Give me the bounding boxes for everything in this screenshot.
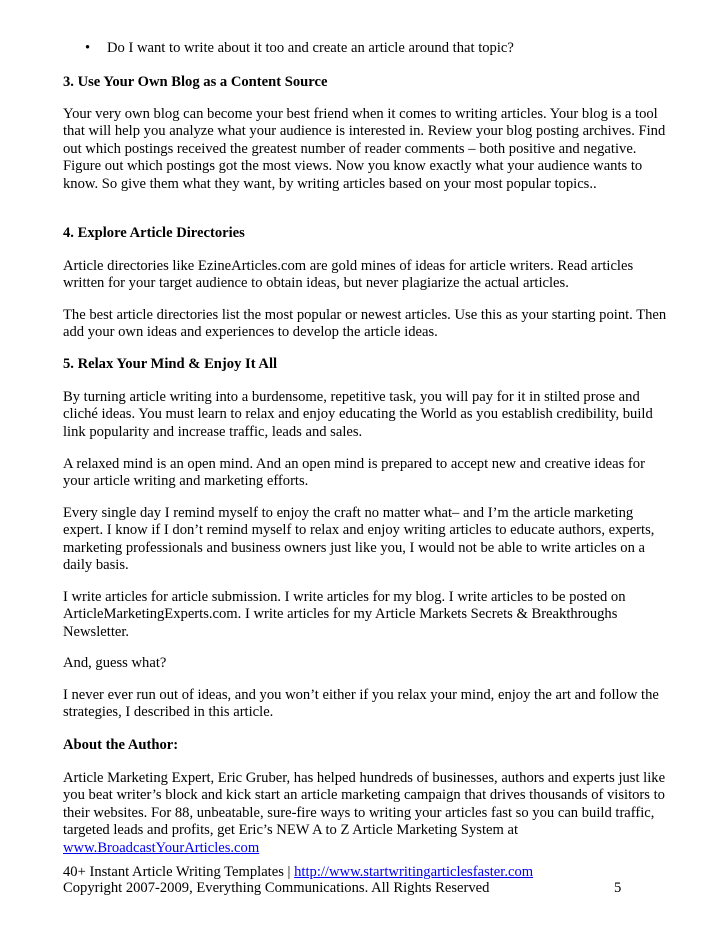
text-line: out which postings received the greatest number of reader comments – both positive and negative.: [63, 140, 637, 157]
text-line: you beat writer’s block and kick start an article marketing campaign that drives thousands of visitors to: [63, 787, 665, 804]
section-4-paragraph-2: [63, 307, 667, 342]
section-4-paragraph-1: [63, 258, 663, 293]
about-author-heading: About the Author:: [63, 737, 179, 753]
text-line: Newsletter.: [63, 623, 130, 640]
text-line: Figure out which postings got the most views. Now you know exactly what your audience wants to: [63, 158, 643, 175]
text-line: ArticleMarketingExperts.com. I write articles for my Article Markets Secrets & Breakthroughs: [63, 606, 618, 623]
text-line: Article directories like EzineArticles.com are gold mines of ideas for article writers. Read articles: [63, 258, 634, 274]
section-5-heading: 5. Relax Your Mind & Enjoy It All: [63, 356, 278, 372]
text-line: And, guess what?: [63, 655, 167, 671]
text-line: add your own ideas and experiences to develop the article ideas.: [63, 324, 438, 341]
text-line: their websites. For 88, unbeatable, sure-fire ways to writing your articles fast so you can build traffic,: [63, 804, 655, 821]
text-line: I write articles for article submission. I write articles for my blog. I write articles to be posted on: [63, 589, 626, 605]
text-line: A relaxed mind is an open mind. And an open mind is prepared to accept new and creative ideas for: [63, 456, 645, 472]
text-line: targeted leads and profits, get Eric’s NEW A to Z Article Marketing System at: [63, 822, 519, 839]
bullet-icon: •: [85, 40, 91, 56]
text-line: your article writing and marketing efforts.: [63, 473, 309, 490]
text-line: Your very own blog can become your best friend when it comes to writing articles. Your blog is a tool: [63, 106, 658, 122]
section-5-paragraph-1: [63, 389, 663, 441]
footer-copyright: Copyright 2007-2009, Everything Communications. All Rights Reserved: [63, 880, 490, 896]
footer-title-line: [63, 864, 533, 881]
section-5-paragraph-3: [63, 505, 663, 575]
section-5-paragraph-6: [63, 687, 663, 722]
bullet-text: Do I want to write about it too and create an article around that topic?: [107, 40, 514, 56]
bullet-item: [85, 40, 514, 57]
section-4-heading: 4. Explore Article Directories: [63, 225, 245, 241]
section-5-paragraph-5: [63, 655, 663, 672]
text-line: know. So give them what they want, by writing articles based on your most popular topics..: [63, 175, 597, 192]
text-line: marketing professionals and business owners just like you, I would not be able to write articles on a: [63, 539, 646, 556]
text-line: Every single day I remind myself to enjoy the craft no matter what– and I’m the article marketing: [63, 505, 634, 521]
text-line: expert. I know if I don’t remind myself to relax and enjoy writing articles to educate authors, experts,: [63, 522, 655, 539]
footer-url-link[interactable]: http://www.startwritingarticlesfaster.com: [294, 864, 534, 880]
about-author-paragraph: [63, 770, 666, 857]
text-line: cliché ideas. You must learn to relax and enjoy educating the World as you establish credibility, build: [63, 406, 653, 423]
text-line: that will help you analyze what your audience is interested in. Review your blog posting archives. Find: [63, 123, 666, 140]
page-number: 5: [614, 880, 622, 896]
text-line: I never ever run out of ideas, and you won’t either if you relax your mind, enjoy the art and follow the: [63, 687, 659, 703]
section-3-heading: 3. Use Your Own Blog as a Content Source: [63, 74, 328, 90]
text-line: Article Marketing Expert, Eric Gruber, has helped hundreds of businesses, authors and experts just like: [63, 770, 666, 786]
text-line: daily basis.: [63, 557, 129, 574]
text-line: strategies, I described in this article.: [63, 704, 274, 721]
section-3-paragraph-1: [63, 106, 666, 193]
section-5-paragraph-2: [63, 456, 663, 491]
text-line: By turning article writing into a burdensome, repetitive task, you will pay for it in stilted prose and: [63, 389, 640, 405]
text-line: written for your target audience to obtain ideas, but never plagiarize the actual articles.: [63, 275, 569, 292]
footer-title: 40+ Instant Article Writing Templates |: [63, 864, 295, 880]
text-line: link popularity and increase traffic, leads and sales.: [63, 423, 363, 440]
broadcast-articles-link[interactable]: www.BroadcastYourArticles.com: [63, 839, 260, 856]
section-5-paragraph-4: [63, 589, 663, 641]
text-line: The best article directories list the most popular or newest articles. Use this as your starting point. Then: [63, 307, 667, 323]
